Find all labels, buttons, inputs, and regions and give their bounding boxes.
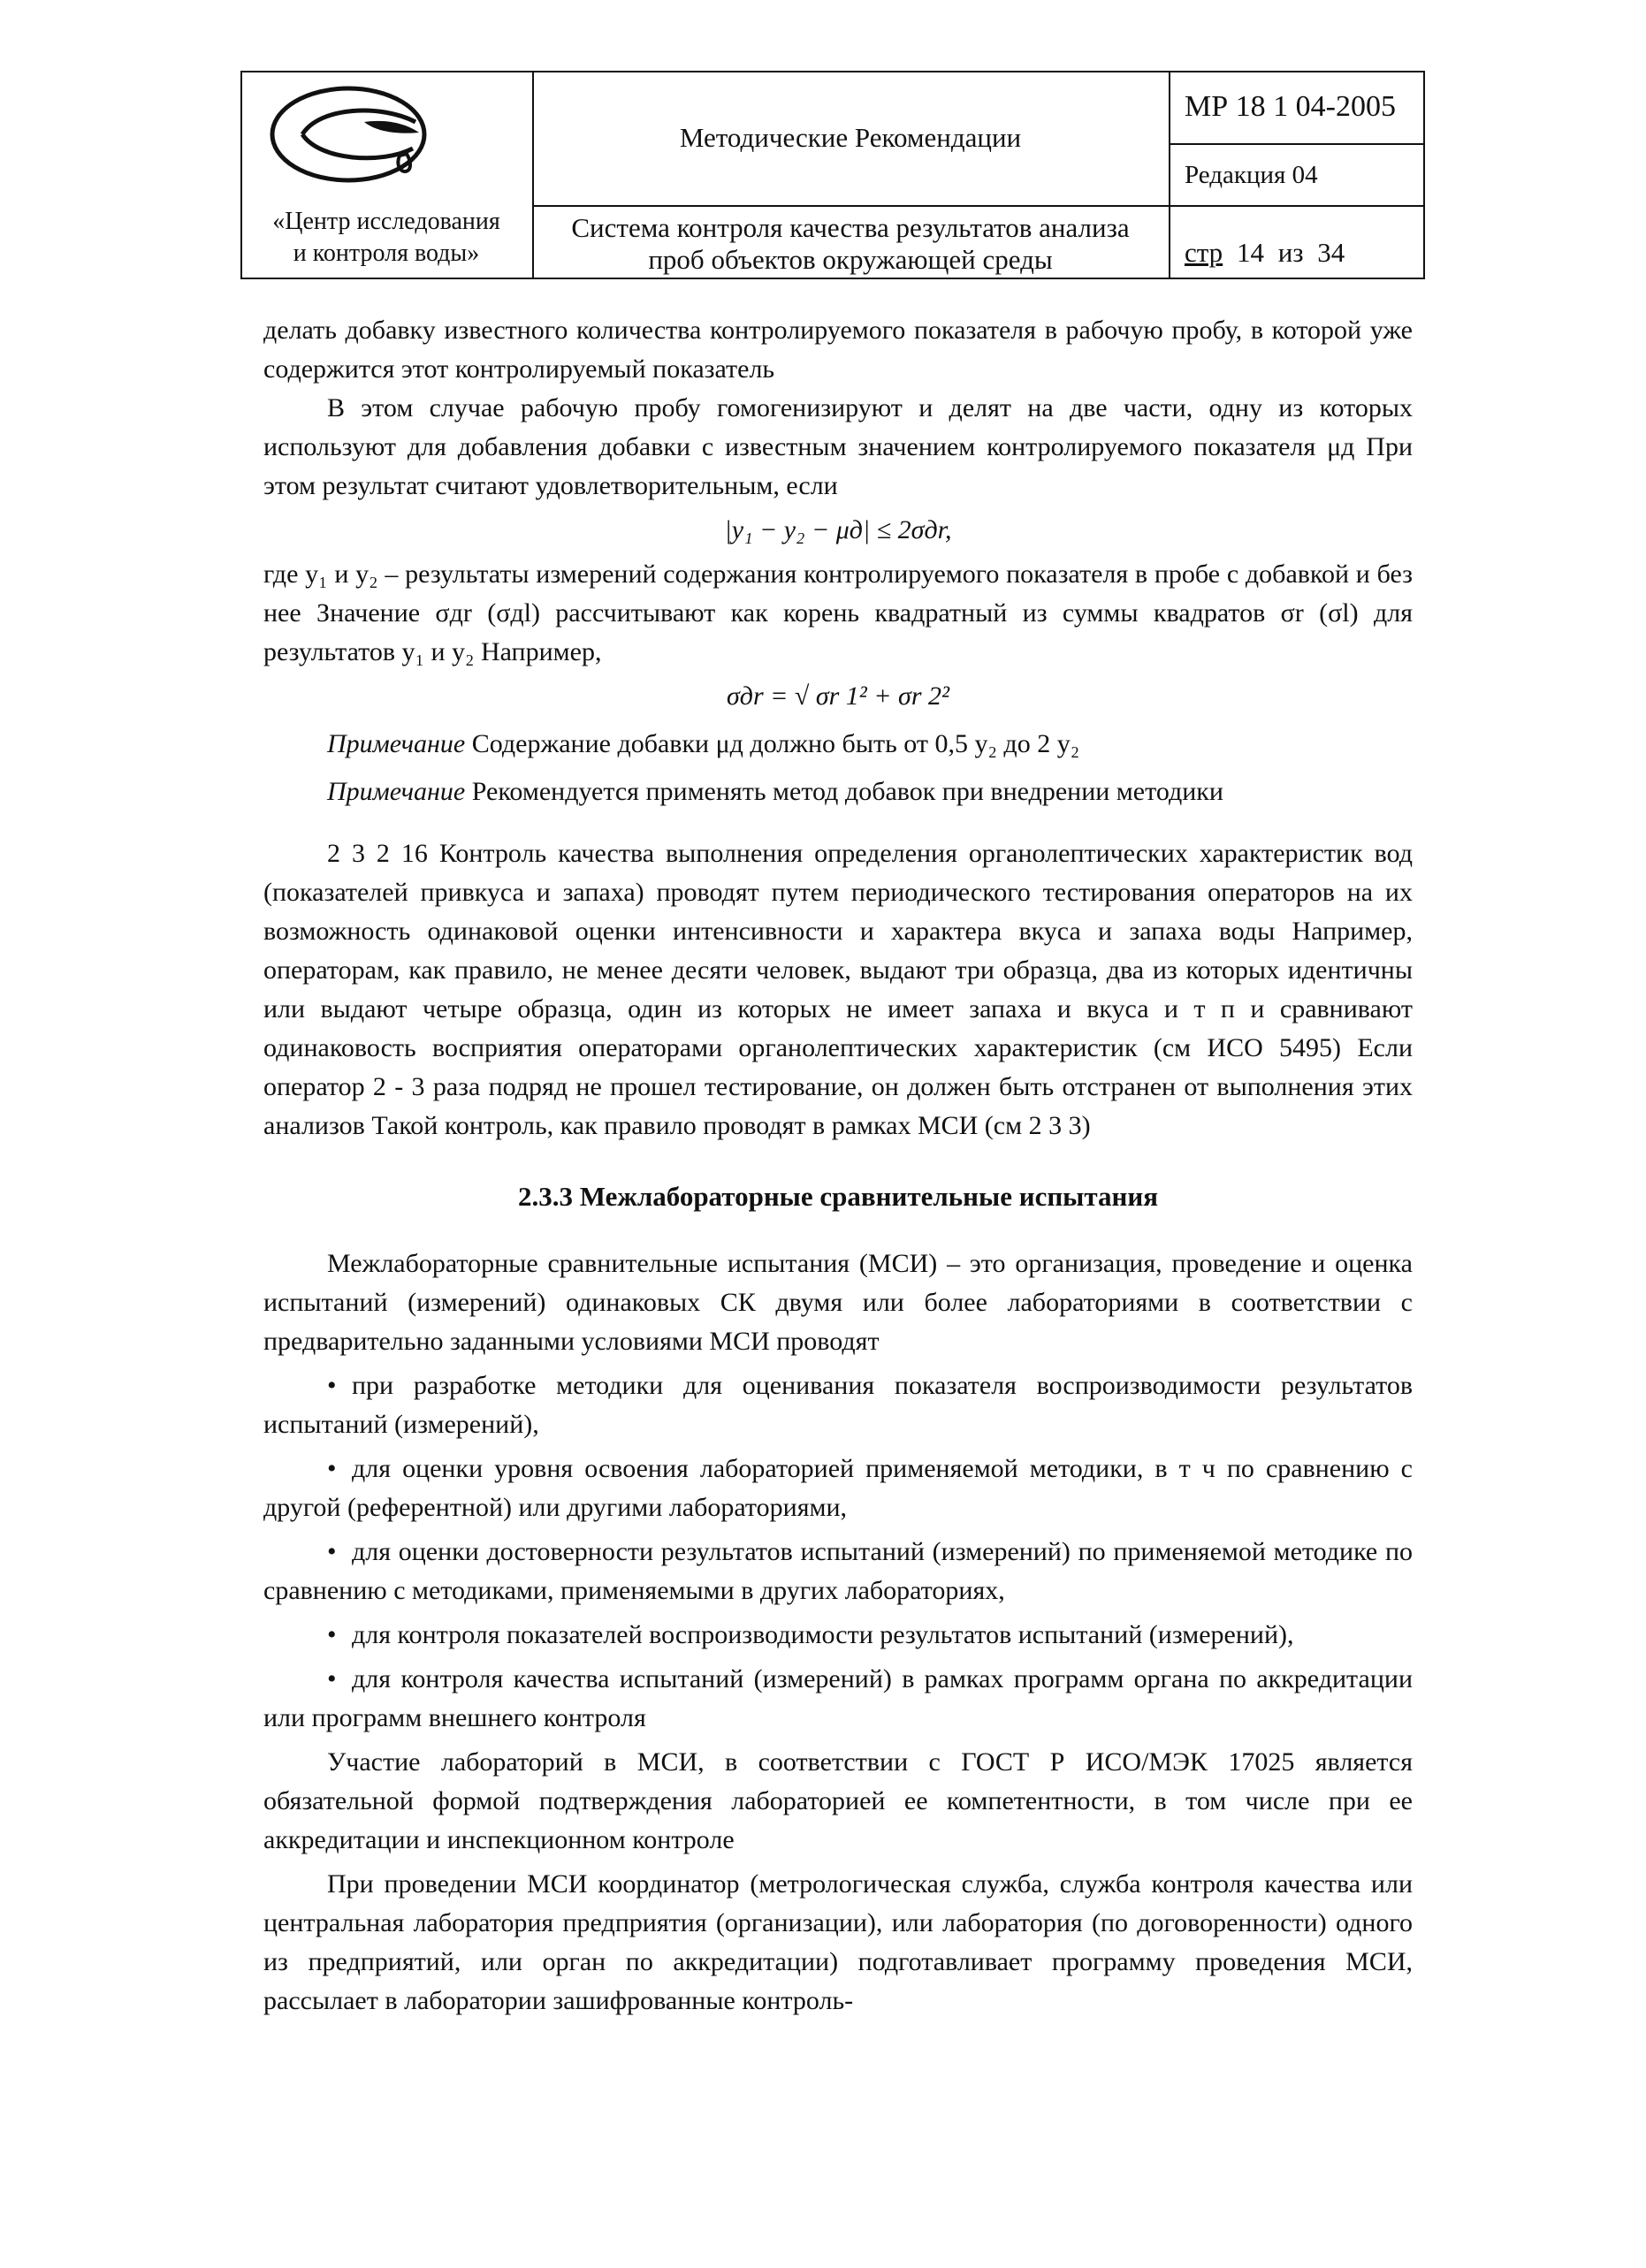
page-current: 14: [1236, 237, 1264, 268]
list-item: [263, 1450, 1413, 1527]
note-2-label: Примечание: [327, 777, 466, 806]
spacer: [263, 820, 1413, 834]
page-total: 34: [1317, 237, 1345, 268]
header-number-divider: [1169, 143, 1425, 145]
document-type: Методические Рекомендации: [679, 122, 1022, 153]
note-1-label: Примечание: [327, 729, 466, 758]
formula-sigma: σдr = √ σr 1² + σr 2²: [726, 681, 950, 711]
list-item: [263, 1616, 1413, 1655]
section-heading: 2.3.3 Межлабораторные сравнительные испытания: [518, 1181, 1158, 1212]
note-2-text: Рекомендуется применять метод добавок при внедрении методики: [471, 777, 1223, 806]
page-of-label: из: [1277, 237, 1304, 268]
bullet-icon: •: [327, 1371, 337, 1400]
formula-acceptance: |y₁ − y₂ − μд| ≤ 2σдr,: [724, 515, 952, 544]
paragraph-addition-method: В этом случае рабочую пробу гомогенизируют и делят на две части, одну из которых используют для добавления добавки с известным значением контролируемого показателя μд При этом результат считают удовлетворительным, если: [263, 393, 1413, 500]
bullet-icon: •: [327, 1454, 337, 1483]
bullet-icon: •: [327, 1664, 337, 1693]
page-indicator: [1185, 237, 1352, 269]
list-item-text: для оценки уровня освоения лабораторией применяемой методики, в т ч по сравнению с другой (референтной) или другими лабораториями,: [263, 1454, 1413, 1522]
note-1-text: Содержание добавки μд должно быть от 0,5 y₂ до 2 y₂: [471, 729, 1080, 758]
header-border-right: [1423, 71, 1425, 279]
system-title-line-2: проб объектов окружающей среды: [648, 244, 1053, 275]
document-body: [263, 311, 1413, 2021]
paragraph-formula-explanation: где y₁ и y₂ – результаты измерений содержания контролируемого показателя в пробе с добавкой и без нее Значение σдr (σдl) рассчитывают как корень квадратный из суммы квадратов σr (σl) для результатов y₁ и y₂ Например,: [263, 559, 1413, 666]
note-2: [263, 772, 1413, 811]
paragraph-msi-coordinator: При проведении МСИ координатор (метрологическая служба, служба контроля качества или центральная лаборатория предприятия (организации), или лаборатория (по договоренности) одного из предприятий, или орган по аккредитации) подготавливает программу проведения МСИ, рассылает в лаборатории зашифрованные контроль-: [263, 1869, 1413, 2015]
list-item-text: для контроля показателей воспроизводимости результатов испытаний (измерений),: [352, 1620, 1294, 1649]
header-border-bottom: [240, 278, 1425, 279]
document-number: МР 18 1 04-2005: [1185, 90, 1396, 123]
list-item: [263, 1366, 1413, 1444]
bullet-icon: •: [327, 1537, 337, 1566]
system-title-line-1: Система контроля качества результатов анализа: [571, 212, 1130, 243]
organization-line-2: и контроля воды»: [293, 240, 480, 267]
paragraph-continuation: делать добавку известного количества контролируемого показателя в рабочую пробу, в которой уже содержится этот контролируемый показатель: [263, 316, 1413, 384]
document-edition: Редакция 04: [1185, 161, 1318, 189]
page-label: стр: [1185, 237, 1223, 268]
organization-name: [240, 206, 532, 270]
header-divider-2: [1169, 71, 1170, 279]
list-item-text: при разработке методики для оценивания показателя воспроизводимости результатов испытаний (измерений),: [263, 1371, 1413, 1439]
list-item-text: для оценки достоверности результатов испытаний (измерений) по применяемой методике по сравнению с методиками, применяемыми в других лабораториях,: [263, 1537, 1413, 1605]
organization-logo-icon: [267, 80, 431, 194]
bullet-icon: •: [327, 1620, 337, 1649]
list-item-text: для контроля качества испытаний (измерений) в рамках программ органа по аккредитации или программ внешнего контроля: [263, 1664, 1413, 1732]
document-header: [240, 71, 1425, 279]
system-title: [532, 212, 1169, 276]
note-1: [263, 725, 1413, 764]
list-item: [263, 1660, 1413, 1738]
paragraph-msi-participation: Участие лабораторий в МСИ, в соответствии с ГОСТ Р ИСО/МЭК 17025 является обязательной формой подтверждения лабораторией ее компетентности, в том числе при ее аккредитации и инспекционном контроле: [263, 1747, 1413, 1854]
list-item: [263, 1533, 1413, 1610]
header-row-divider: [532, 205, 1425, 207]
organization-line-1: «Центр исследования: [272, 208, 500, 235]
paragraph-msi-definition: Межлабораторные сравнительные испытания (МСИ) – это организация, проведение и оценка испытаний (измерений) одинаковых СК двумя или более лабораториями в соответствии с предварительно заданными условиями МСИ проводят: [263, 1249, 1413, 1356]
paragraph-organoleptic-control: 2 3 2 16 Контроль качества выполнения определения органолептических характеристик вод (показателей привкуса и запаха) проводят путем периодического тестирования операторов на их возможность одинаковой оценки интенсивности и характера вкуса и запаха воды Например, операторам, как правило, не менее десяти человек, выдают три образца, два из которых идентичны или выдают четыре образца, один из которых не имеет запаха и вкуса и т п и сравнивают одинаковость восприятия операторами органолептических характеристик (см ИСО 5495) Если оператор 2 - 3 раза подряд не прошел тестирование, он должен быть отстранен от выполнения этих анализов Такой контроль, как правило проводят в рамках МСИ (см 2 3 3): [263, 839, 1413, 1140]
